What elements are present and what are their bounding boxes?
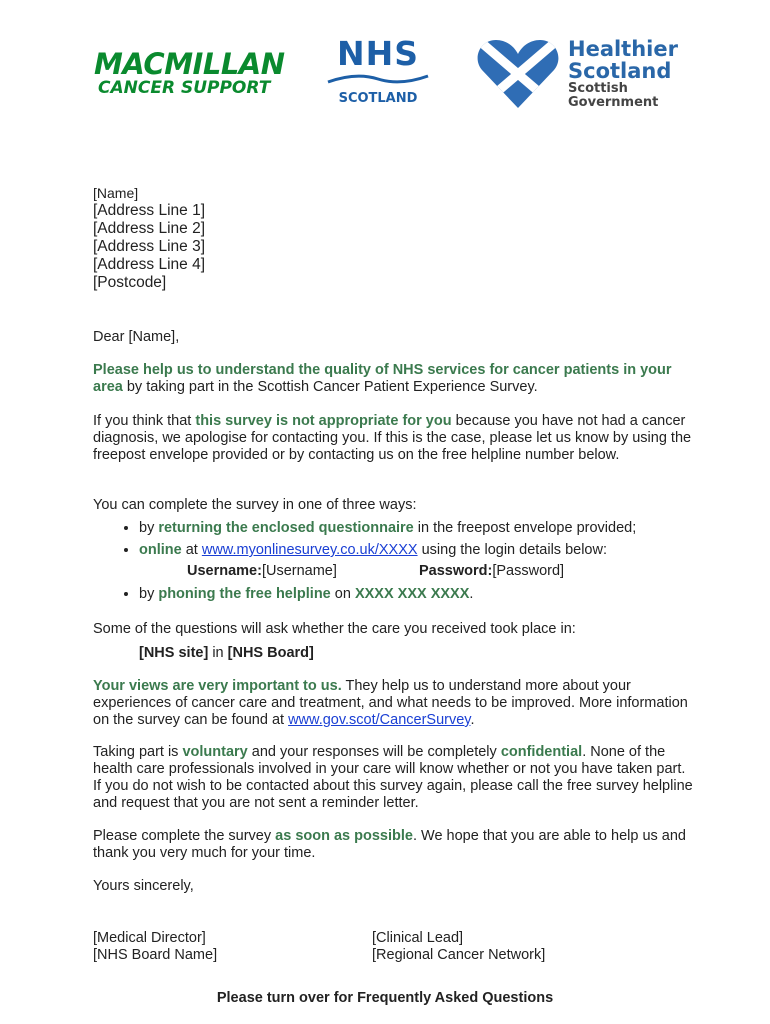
closing: Yours sincerely, [93,878,194,894]
footer-note: Please turn over for Frequently Asked Questions [216,990,554,1006]
way-phone-highlight: phoning the free helpline [158,586,331,602]
way-post [139,520,693,537]
site-section [93,621,693,662]
healthier-logo-line1: Healthier [568,37,678,61]
address-line-3: [Address Line 3] [93,238,206,255]
complete-highlight: as soon as possible [275,828,413,844]
healthier-logo-line2: Scotland [568,59,672,83]
site-line [93,645,693,662]
username-line [187,563,419,580]
intro-rest: by taking part in the Scottish Cancer Patient Experience Survey. [122,379,538,395]
views-end: . [470,712,475,728]
macmillan-logo-line2: CANCER SUPPORT [98,78,271,98]
address-postcode: [Postcode] [93,274,167,291]
complete-pre: Please complete the survey [93,828,276,844]
password-line [419,563,564,580]
site-intro: Some of the questions will ask whether the care you received took place in: [93,621,576,637]
healthier-logo-line4: Government [568,95,659,110]
address-line-2: [Address Line 2] [93,220,206,237]
voluntary-pre: Taking part is [93,744,183,760]
confidential-highlight: confidential [500,744,583,760]
login-credentials [93,563,693,580]
address-block [93,184,693,292]
way-online-mid: at [181,542,202,558]
way-phone [139,586,693,603]
way-online [139,542,693,559]
clinical-lead: [Clinical Lead] [372,930,464,946]
address-line-1: [Address Line 1] [93,202,206,219]
way-phone-mid: on [330,586,355,602]
survey-link[interactable]: www.myonlinesurvey.co.uk/XXXX [201,542,418,558]
macmillan-logo [94,47,286,98]
username-value: [Username] [261,563,337,579]
nhs-logo-text: NHS [336,34,419,73]
macmillan-logo-line1: MACMILLAN [94,47,285,81]
signature-left [93,930,217,964]
password-label: Password: [419,563,493,579]
healthier-logo-line3: Scottish [568,81,628,96]
nhs-logo-subtext: SCOTLAND [338,91,418,106]
paragraph-complete [93,828,693,862]
regional-cancer-network: [Regional Cancer Network] [372,947,546,963]
nhs-scotland-logo [326,36,430,107]
password-value: [Password] [492,563,565,579]
paragraph-voluntary [93,744,693,812]
views-highlight: Your views are very important to us. [93,678,342,694]
username-label: Username: [187,563,262,579]
nhs-swoosh-icon [326,72,430,86]
address-line-4: [Address Line 4] [93,256,206,273]
views-rest: They help us to understand more about your experiences of cancer care and treatment, and what needs to be improved. More information on the survey can be found at [93,678,688,728]
not-appropriate-rest: because you have not had a cancer diagnosis, we apologise for contacting you. If this is the case, please let us know by using the freepost envelope provided or by contacting us on the free helpline number below. [93,413,692,463]
medical-director: [Medical Director] [93,930,206,946]
cancer-survey-link[interactable]: www.gov.scot/CancerSurvey [288,712,471,728]
intro-highlight: Please help us to understand the quality of NHS services for cancer patients in your area [93,362,672,395]
ways-list-phone [93,586,693,603]
healthier-scotland-logo [476,38,686,112]
way-online-highlight: online [139,542,182,558]
way-phone-pre: by [139,586,159,602]
way-online-rest: using the login details below: [417,542,607,558]
ways-list [93,520,693,559]
not-appropriate-pre: If you think that [93,413,196,429]
greeting: Dear [Name], [93,329,180,345]
nhs-board: [NHS Board] [227,645,314,661]
voluntary-highlight: voluntary [182,744,248,760]
paragraph-not-appropriate [93,413,693,464]
signature-right [372,930,545,964]
ways-intro: You can complete the survey in one of three ways: [93,497,417,513]
nhs-board-name: [NHS Board Name] [93,947,218,963]
voluntary-mid: and your responses will be completely [247,744,501,760]
voluntary-rest: . None of the health care professionals involved in your care will know whether or not you have taken part. If you do not wish to be contacted about this survey again, please call the free survey helpline and request that you are not sent a reminder letter. [93,744,693,811]
paragraph-views [93,678,693,729]
way-post-pre: by [139,520,159,536]
nhs-site: [NHS site] [139,645,209,661]
way-post-highlight: returning the enclosed questionnaire [158,520,414,536]
complete-rest: . We hope that you are able to help us and thank you very much for your time. [93,828,686,861]
saltire-heart-icon [476,38,560,110]
helpline-number: XXXX XXX XXXX [354,586,470,602]
not-appropriate-highlight: this survey is not appropriate for you [195,413,452,429]
address-name: [Name] [93,185,139,201]
paragraph-intro [93,362,693,396]
way-phone-end: . [469,586,474,602]
site-in: in [208,645,228,661]
ways-section [93,497,693,608]
way-post-rest: in the freepost envelope provided; [413,520,637,536]
